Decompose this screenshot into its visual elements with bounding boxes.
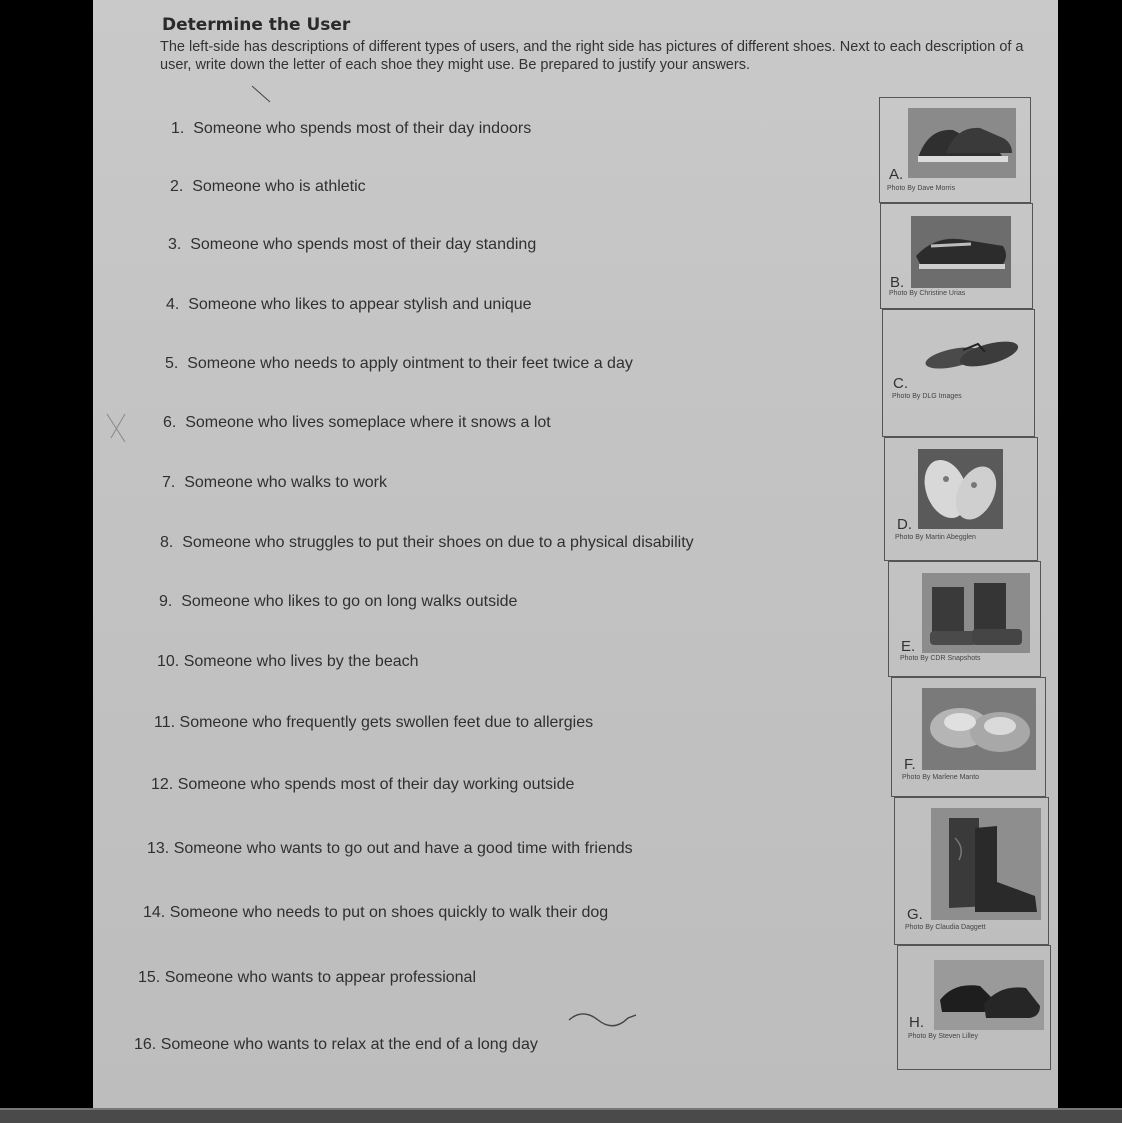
question-item [159,593,517,611]
snow-boots-icon [922,573,1030,653]
clogs-icon [918,449,1003,529]
question-item [154,714,593,732]
photo-credit: Photo By Martin Abegglen [895,534,976,541]
question-number: 10. [157,653,180,670]
shoe-letter: C. [893,375,908,392]
question-text: Someone who wants to appear professional [164,969,477,986]
question-number: 15. [138,969,161,986]
question-text: Someone who lives someplace where it snows a lot [185,414,551,431]
shoe-card-c [882,309,1035,437]
question-item [162,474,387,492]
pen-squiggle-mark [566,1010,646,1030]
photo-credit: Photo By DLG Images [892,393,962,400]
question-text: Someone who likes to go on long walks outside [181,593,518,610]
shoe-letter: E. [901,638,916,655]
question-text: Someone who likes to appear stylish and unique [188,296,532,313]
photo-credit: Photo By Dave Morris [887,185,956,192]
worksheet-instructions: The left-side has descriptions of different types of users, and the right side has pictures of different shoes. Next to each description of a user, write down the letter of each shoe they might use. Be prepared to justify your answers. [160,39,1024,73]
question-item [151,776,574,794]
question-item [143,904,608,922]
question-text: Someone who needs to apply ointment to their feet twice a day [187,355,633,372]
question-item [157,653,419,671]
running-shoes-icon [911,216,1011,288]
question-item [147,840,633,858]
photo-credit: Photo By Claudia Daggett [905,924,986,931]
flip-flops-icon [923,330,1023,380]
pen-tick-mark [248,82,278,108]
shoe-card-g [894,797,1049,945]
question-number: 12. [151,776,174,793]
pen-x-mark [103,408,133,448]
question-item [138,969,476,987]
question-number: 13. [147,840,170,857]
question-number: 2. [170,178,184,195]
question-item [170,178,366,196]
photo-credit: Photo By Steven Lilley [908,1033,979,1040]
question-item [134,1036,538,1054]
question-text: Someone who wants to relax at the end of a long day [160,1036,538,1053]
shoe-letter: B. [890,274,905,291]
question-text: Someone who wants to go out and have a good time with friends [173,840,633,857]
question-item [160,534,694,552]
photo-credit: Photo By Christine Urias [889,290,966,297]
shoe-card-f [891,677,1046,797]
question-item [165,355,633,373]
question-number: 16. [134,1036,157,1053]
question-text: Someone who spends most of their day working outside [177,776,575,793]
worksheet-page [93,0,1058,1108]
question-text: Someone who spends most of their day standing [190,236,537,253]
question-item [168,236,536,254]
photo-credit: Photo By Marlene Manto [902,774,980,781]
shoe-card-e [888,561,1041,677]
question-text: Someone who is athletic [192,178,366,195]
question-number: 3. [168,236,182,253]
question-item [171,120,531,138]
bottom-edge [0,1108,1122,1123]
shoe-card-a [879,97,1031,203]
question-number: 4. [166,296,180,313]
question-item [166,296,532,314]
question-number: 6. [163,414,177,431]
sneakers-icon [908,108,1016,178]
photo-credit: Photo By CDR Snapshots [900,655,981,662]
question-number: 8. [160,534,174,551]
shoe-letter: G. [907,906,923,923]
slippers-icon [922,688,1036,770]
shoe-letter: F. [904,756,916,773]
dress-shoes-icon [934,960,1044,1030]
shoe-letter: D. [897,516,912,533]
worksheet-title: Determine the User [162,15,351,35]
question-number: 1. [171,120,185,137]
cowboy-boots-icon [931,808,1041,920]
question-text: Someone who struggles to put their shoes on due to a physical disability [182,534,694,551]
shoe-card-b [880,203,1033,309]
question-number: 9. [159,593,173,610]
question-text: Someone who frequently gets swollen feet due to allergies [179,714,594,731]
question-item [163,414,551,432]
question-text: Someone who spends most of their day indoors [193,120,532,137]
question-text: Someone who needs to put on shoes quickly to walk their dog [169,904,609,921]
shoe-card-h [897,945,1051,1070]
question-text: Someone who walks to work [184,474,387,491]
question-number: 14. [143,904,166,921]
question-number: 7. [162,474,176,491]
shoe-letter: A. [889,166,904,183]
question-number: 5. [165,355,179,372]
question-number: 11. [154,714,176,731]
question-text: Someone who lives by the beach [183,653,419,670]
shoe-card-d [884,437,1038,561]
shoe-letter: H. [909,1014,924,1031]
